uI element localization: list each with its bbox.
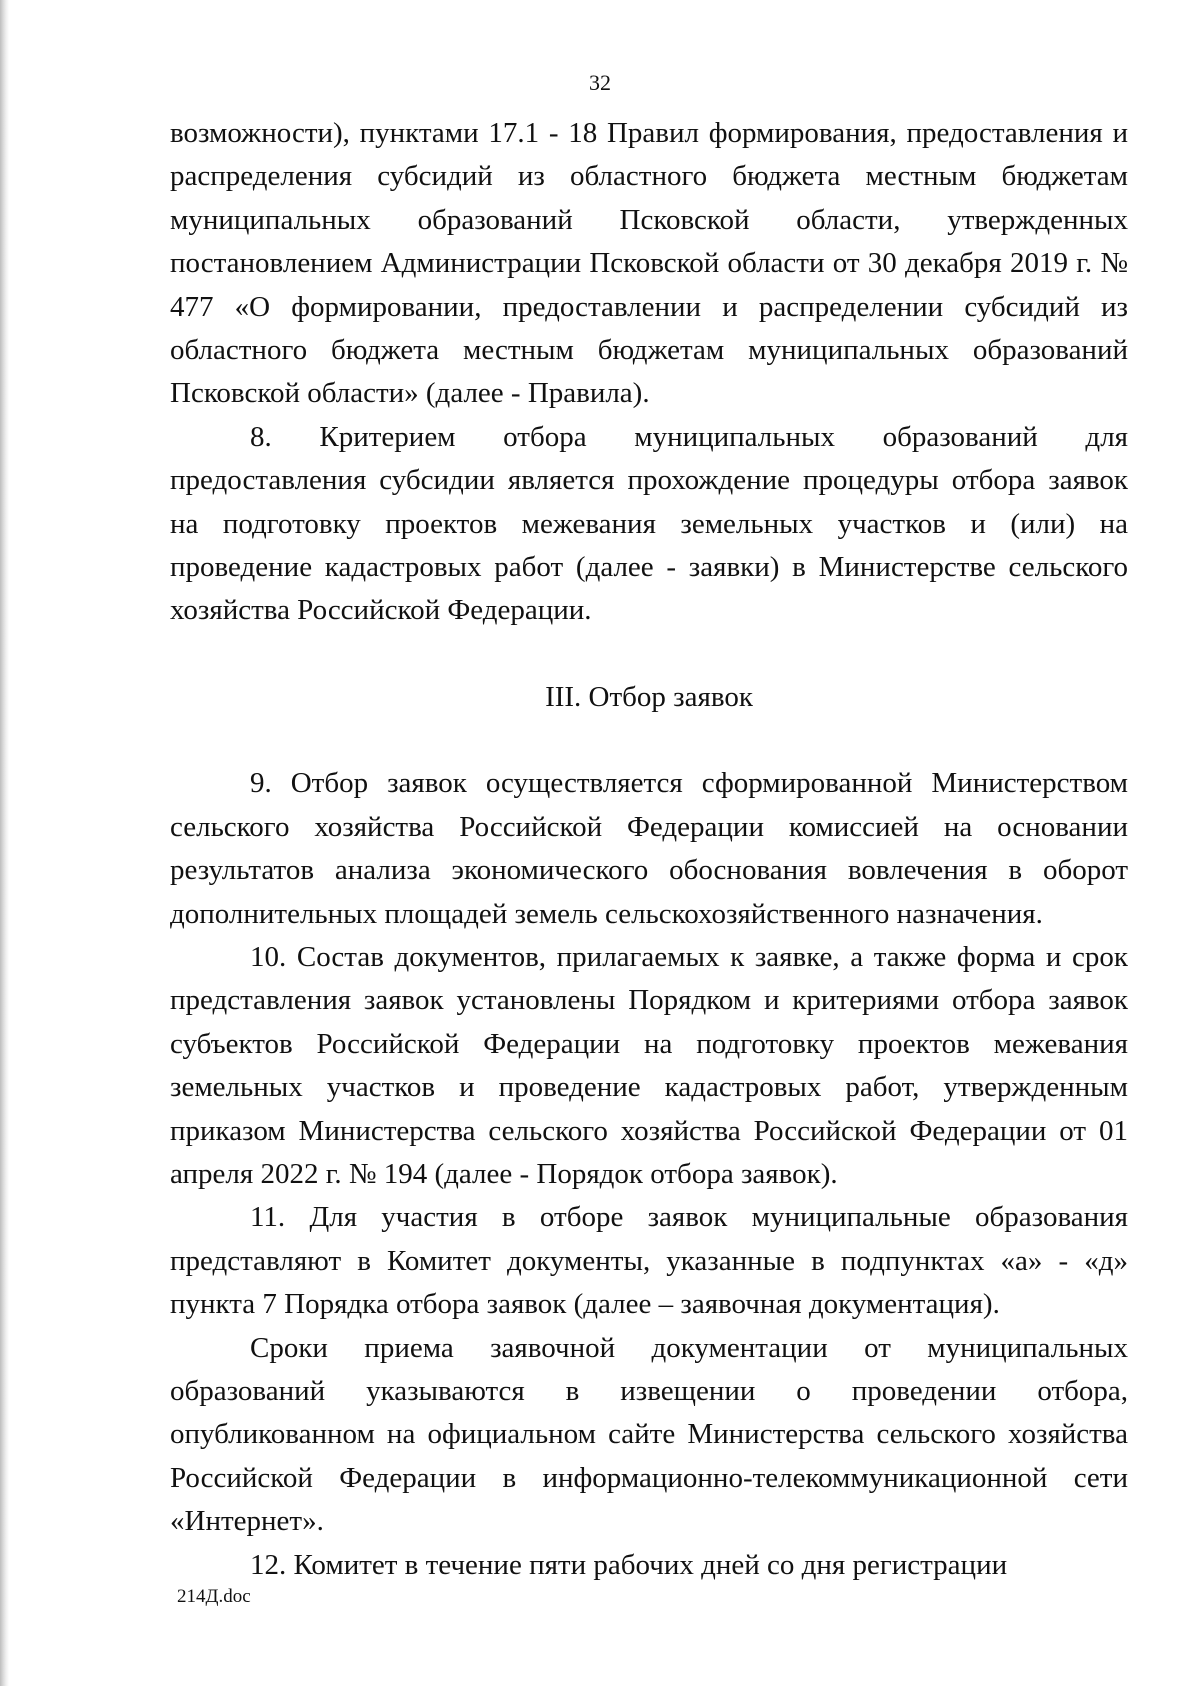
section-heading: III. Отбор заявок xyxy=(545,680,753,713)
paragraph-continuation: возможности), пунктами 17.1 - 18 Правил формирования, предоставления и распределения субсидий из областного бюджета местным бюджетам муниципальных образований Псковской области, утвержденных постановлением Администрации Псковской области от 30 декабря 2019 г. № 477 «О формировании, предоставлении и распределении субсидий из областного бюджета местным бюджетам муниципальных образований Псковской области» (далее - Правила). xyxy=(170,117,1128,410)
footer-filename: 214Д.doc xyxy=(177,1586,251,1607)
document-body xyxy=(170,112,1128,1587)
paragraph-item-10: 10. Состав документов, прилагаемых к заявке, а также форма и срок представления заявок установлены Порядком и критериями отбора заявок субъектов Российской Федерации на подготовку проектов межевания земельных участков и проведение кадастровых работ, утвержденным приказом Министерства сельского хозяйства Российской Федерации от 01 апреля 2022 г. № 194 (далее - Порядок отбора заявок). xyxy=(170,940,1128,1190)
paragraph-item-9: 9. Отбор заявок осуществляется сформированной Министерством сельского хозяйства Российской Федерации комиссией на основании результатов анализа экономического обоснования вовлечения в оборот дополнительных площадей земель сельскохозяйственного назначения. xyxy=(170,767,1128,930)
paragraph-item-12: 12. Комитет в течение пяти рабочих дней со дня регистрации xyxy=(250,1548,1008,1581)
page-number: 32 xyxy=(589,70,611,95)
paragraph-deadlines: Сроки приема заявочной документации от муниципальных образований указываются в извещении о проведении отбора, опубликованном на официальном сайте Министерства сельского хозяйства Российской Федерации в информационно-телекоммуникационной сети «Интернет». xyxy=(170,1331,1128,1538)
paragraph-item-11: 11. Для участия в отборе заявок муниципальные образования представляют в Комитет документы, указанные в подпунктах «а» - «д» пункта 7 Порядка отбора заявок (далее – заявочная документация). xyxy=(170,1201,1128,1321)
paragraph-item-8: 8. Критерием отбора муниципальных образований для предоставления субсидии является прохождение процедуры отбора заявок на подготовку проектов межевания земельных участков и (или) на проведение кадастровых работ (далее - заявки) в Министерстве сельского хозяйства Российской Федерации. xyxy=(170,420,1128,627)
